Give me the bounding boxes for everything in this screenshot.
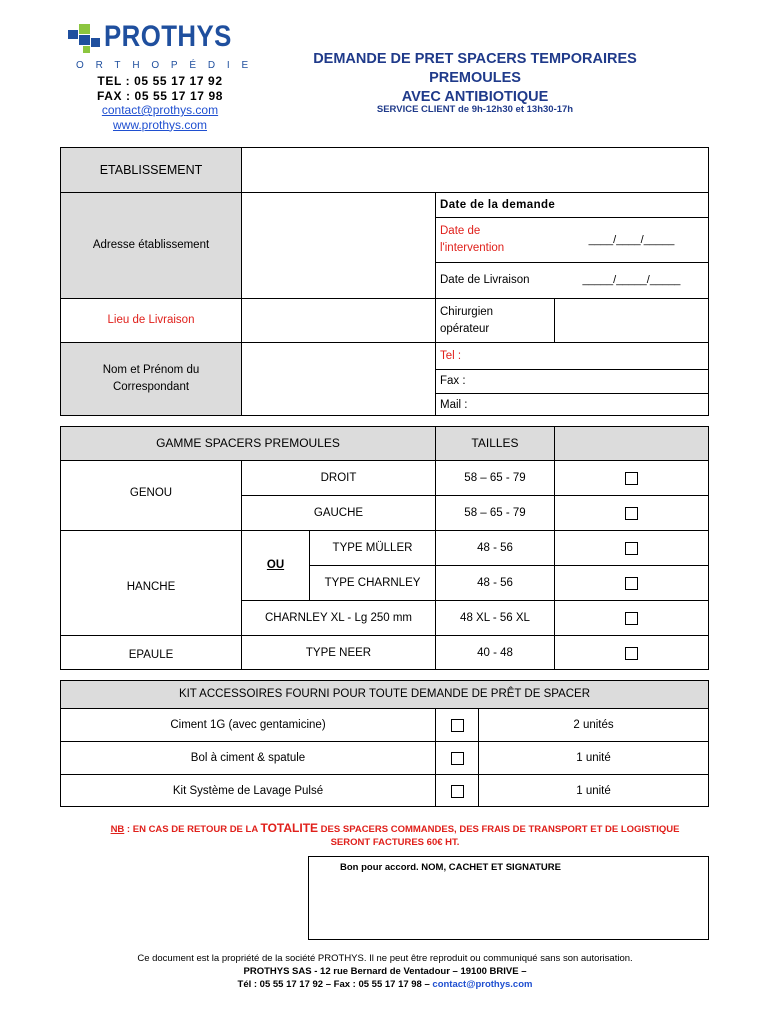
footer [60, 952, 710, 991]
title-line-2: PREMOULES [429, 70, 521, 86]
spacer-tailles-droit: 58 – 65 - 79 [464, 471, 526, 484]
spacer-tailles-charnley-xl: 48 XL - 56 XL [460, 611, 530, 624]
footer-contact [60, 978, 710, 991]
fax-label[interactable]: Fax : [440, 375, 466, 387]
spacer-label-droit: DROIT [320, 471, 357, 484]
kit-label-bol: Bol à ciment & spatule [190, 751, 306, 764]
header-email-link[interactable]: contact@prothys.com [101, 103, 219, 117]
note-line-1 [60, 822, 730, 837]
spacer-checkbox-gauche[interactable] [555, 496, 708, 530]
note-part2: DES SPACERS COMMANDES, DES FRAIS DE TRANSPORT ET DE LOGISTIQUE [318, 824, 680, 835]
correspondant-input[interactable] [242, 343, 435, 415]
kit-qty-ciment: 2 unités [573, 718, 614, 731]
tailles-header: TAILLES [471, 436, 519, 450]
title-line-3: AVEC ANTIBIOTIQUE [401, 89, 549, 105]
footer-disclaimer: Ce document est la propriété de la société PROTHYS. Il ne peut être reproduit ou communiqué sans son autorisation. [137, 953, 633, 964]
note-nb: NB [110, 824, 125, 835]
kit-header: KIT ACCESSOIRES FOURNI POUR TOUTE DEMANDE DE PRÊT DE SPACER [178, 688, 591, 700]
lieu-livraison-input[interactable] [242, 299, 435, 342]
tel-label[interactable]: Tel : [440, 349, 462, 362]
spacer-label-neer: TYPE NEER [305, 646, 372, 659]
kit-label-lavage: Kit Système de Lavage Pulsé [172, 784, 324, 797]
date-demande-label: Date de la demande [440, 198, 556, 211]
kit-qty-bol: 1 unité [576, 751, 611, 764]
etablissement-label: ETABLISSEMENT [99, 162, 203, 177]
return-fees-note [60, 822, 730, 849]
correspondant-label: Nom et Prénom du Correspondant [102, 363, 200, 393]
chirurgien-label: Chirurgien opérateur [440, 305, 494, 335]
contact-block [60, 74, 260, 132]
spacer-tailles-gauche: 58 – 65 - 79 [464, 506, 526, 519]
date-intervention-input[interactable]: ____/____/_____ [588, 233, 675, 246]
footer-phones: Tél : 05 55 17 17 92 – Fax : 05 55 17 17 98 – [237, 979, 433, 990]
date-livraison-label: Date de Livraison [440, 274, 530, 286]
checkbox-icon [625, 507, 638, 520]
kit-label-ciment: Ciment 1G (avec gentamicine) [170, 718, 326, 731]
checkbox-icon [625, 542, 638, 555]
mail-label[interactable]: Mail : [440, 398, 468, 411]
spacer-tailles-neer: 40 - 48 [477, 646, 513, 659]
ou-label: OU [266, 559, 285, 571]
spacer-label-charnley-xl: CHARNLEY XL - Lg 250 mm [264, 611, 412, 624]
checkbox-icon [625, 577, 638, 590]
kit-checkbox-bol[interactable] [436, 742, 478, 774]
date-intervention-label: Date de l'intervention [440, 225, 505, 254]
kit-checkbox-ciment[interactable] [436, 709, 478, 741]
document-title [275, 50, 675, 107]
kit-checkbox-lavage[interactable] [436, 775, 478, 807]
spacer-label-gauche: GAUCHE [313, 506, 364, 519]
header-fax: FAX : 05 55 17 17 98 [96, 88, 224, 103]
checkbox-icon [451, 752, 464, 765]
kit-qty-lavage: 1 unité [576, 784, 611, 797]
spacer-checkbox-muller[interactable] [555, 531, 708, 565]
checkbox-icon [451, 719, 464, 732]
chirurgien-input[interactable] [555, 299, 708, 342]
header-tel: TEL : 05 55 17 17 92 [97, 74, 223, 88]
footer-address: PROTHYS SAS - 12 rue Bernard de Ventadour – 19100 BRIVE – [243, 966, 527, 977]
checkbox-icon [451, 785, 464, 798]
logo-subtitle: ORTHOPÉDIE [76, 60, 260, 71]
note-line-2: SERONT FACTURES 60€ HT. [330, 836, 460, 848]
note-emphasis: TOTALITE [260, 821, 319, 835]
spacer-label-charnley: TYPE CHARNLEY [324, 576, 421, 589]
lieu-livraison-label: Lieu de Livraison [107, 314, 195, 326]
spacer-checkbox-charnley[interactable] [555, 566, 708, 600]
note-part1: : EN CAS DE RETOUR DE LA [124, 824, 261, 835]
hanche-category: HANCHE [126, 580, 176, 593]
service-hours: SERVICE CLIENT de 9h-12h30 et 13h30-17h [376, 104, 574, 115]
prothys-logo [68, 20, 260, 72]
checkbox-icon [625, 647, 638, 660]
checkbox-icon [625, 472, 638, 485]
adresse-input[interactable] [242, 193, 435, 298]
logo-wordmark: PROTHYS [104, 20, 232, 53]
spacer-checkbox-charnley-xl[interactable] [555, 601, 708, 635]
title-line-1: DEMANDE DE PRET SPACERS TEMPORAIRES [313, 51, 637, 67]
signature-label: Bon pour accord. NOM, CACHET ET SIGNATURE [340, 862, 561, 873]
spacer-checkbox-droit[interactable] [555, 461, 708, 495]
spacer-checkbox-neer[interactable] [555, 636, 708, 670]
spacer-label-muller: TYPE MÜLLER [332, 541, 413, 554]
adresse-label: Adresse établissement [92, 239, 210, 251]
checkbox-icon [625, 612, 638, 625]
spacer-tailles-muller: 48 - 56 [477, 541, 513, 554]
header-website-link[interactable]: www.prothys.com [112, 117, 208, 132]
footer-email-link[interactable]: contact@prothys.com [432, 979, 533, 990]
date-livraison-input[interactable]: _____/_____/_____ [582, 274, 681, 286]
genou-category: GENOU [129, 487, 173, 499]
spacer-tailles-charnley: 48 - 56 [477, 576, 513, 589]
epaule-category: EPAULE [128, 648, 174, 661]
gamme-header: GAMME SPACERS PREMOULES [156, 436, 340, 450]
prothys-logo-icon [68, 24, 102, 54]
etablissement-input[interactable] [242, 148, 708, 192]
